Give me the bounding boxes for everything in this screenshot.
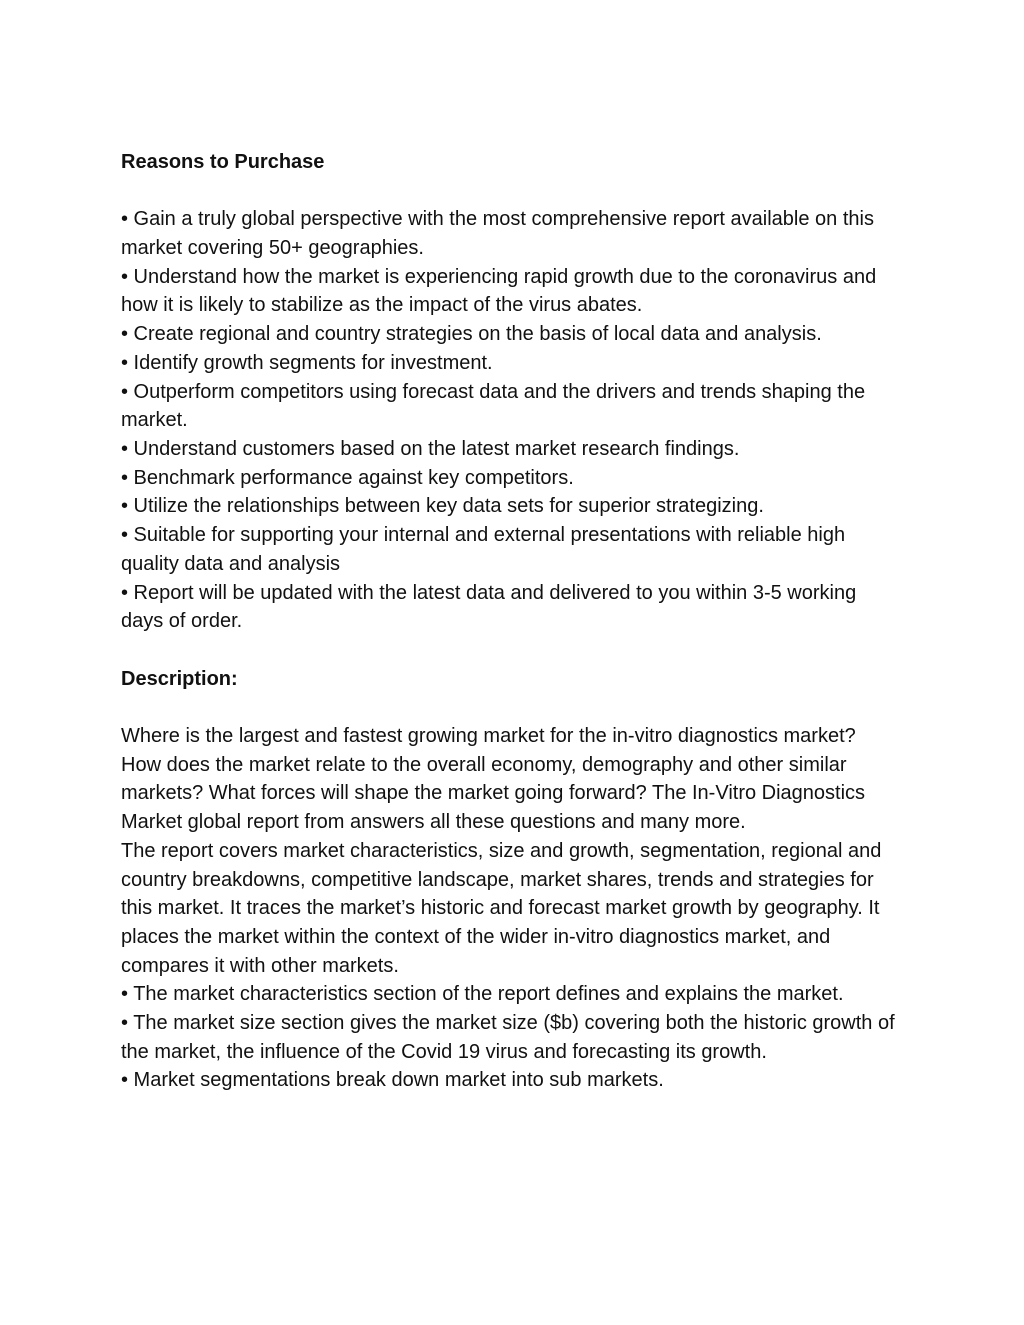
- document-page: [121, 148, 901, 1095]
- bullet-item: • Understand how the market is experiencing rapid growth due to the coronavirus and how it is likely to stabilize as the impact of the virus abates.: [121, 265, 877, 317]
- bullet-item: • Create regional and country strategies on the basis of local data and analysis.: [121, 323, 822, 346]
- description-paragraph: Where is the largest and fastest growing market for the in-vitro diagnostics market? How does the market relate to the overall economy, demography and other similar markets? What forces will shape the market going forward? The In-Vitro Diagnostics Market global report from answers all these questions and many more.: [121, 724, 866, 834]
- spacer: [121, 177, 901, 206]
- bullet-item: • Market segmentations break down market into sub markets.: [121, 1069, 664, 1092]
- reasons-heading: Reasons to Purchase: [121, 151, 325, 173]
- bullet-item: • Identify growth segments for investment.: [121, 351, 493, 374]
- spacer: [121, 693, 901, 722]
- description-bullet-list: [121, 980, 901, 1095]
- description-heading: Description:: [121, 667, 238, 690]
- bullet-item: • Gain a truly global perspective with the most comprehensive report available on this market covering 50+ geographies.: [121, 208, 874, 260]
- bullet-item: • Suitable for supporting your internal and external presentations with reliable high quality data and analysis: [121, 524, 846, 575]
- bullet-item: • Utilize the relationships between key data sets for superior strategizing.: [121, 495, 764, 518]
- bullet-item: • Understand customers based on the latest market research findings.: [121, 438, 740, 460]
- reasons-bullet-list: [121, 205, 901, 636]
- description-paragraph: The report covers market characteristics, size and growth, segmentation, regional and country breakdowns, competitive landscape, market shares, trends and strategies for this market. It traces the market’s historic and forecast market growth by geography. It places the market within the context of the wider in-vitro diagnostics market, and compares it with other markets.: [121, 839, 882, 977]
- bullet-item: • The market characteristics section of the report defines and explains the market.: [121, 983, 844, 1006]
- spacer: [121, 636, 901, 665]
- bullet-item: • Report will be updated with the latest data and delivered to you within 3-5 working days of order.: [121, 581, 857, 633]
- bullet-item: • The market size section gives the market size ($b) covering both the historic growth of the market, the influence of the Covid 19 virus and forecasting its growth.: [121, 1012, 895, 1063]
- bullet-item: • Outperform competitors using forecast data and the drivers and trends shaping the market.: [121, 380, 866, 432]
- bullet-item: • Benchmark performance against key competitors.: [121, 466, 574, 489]
